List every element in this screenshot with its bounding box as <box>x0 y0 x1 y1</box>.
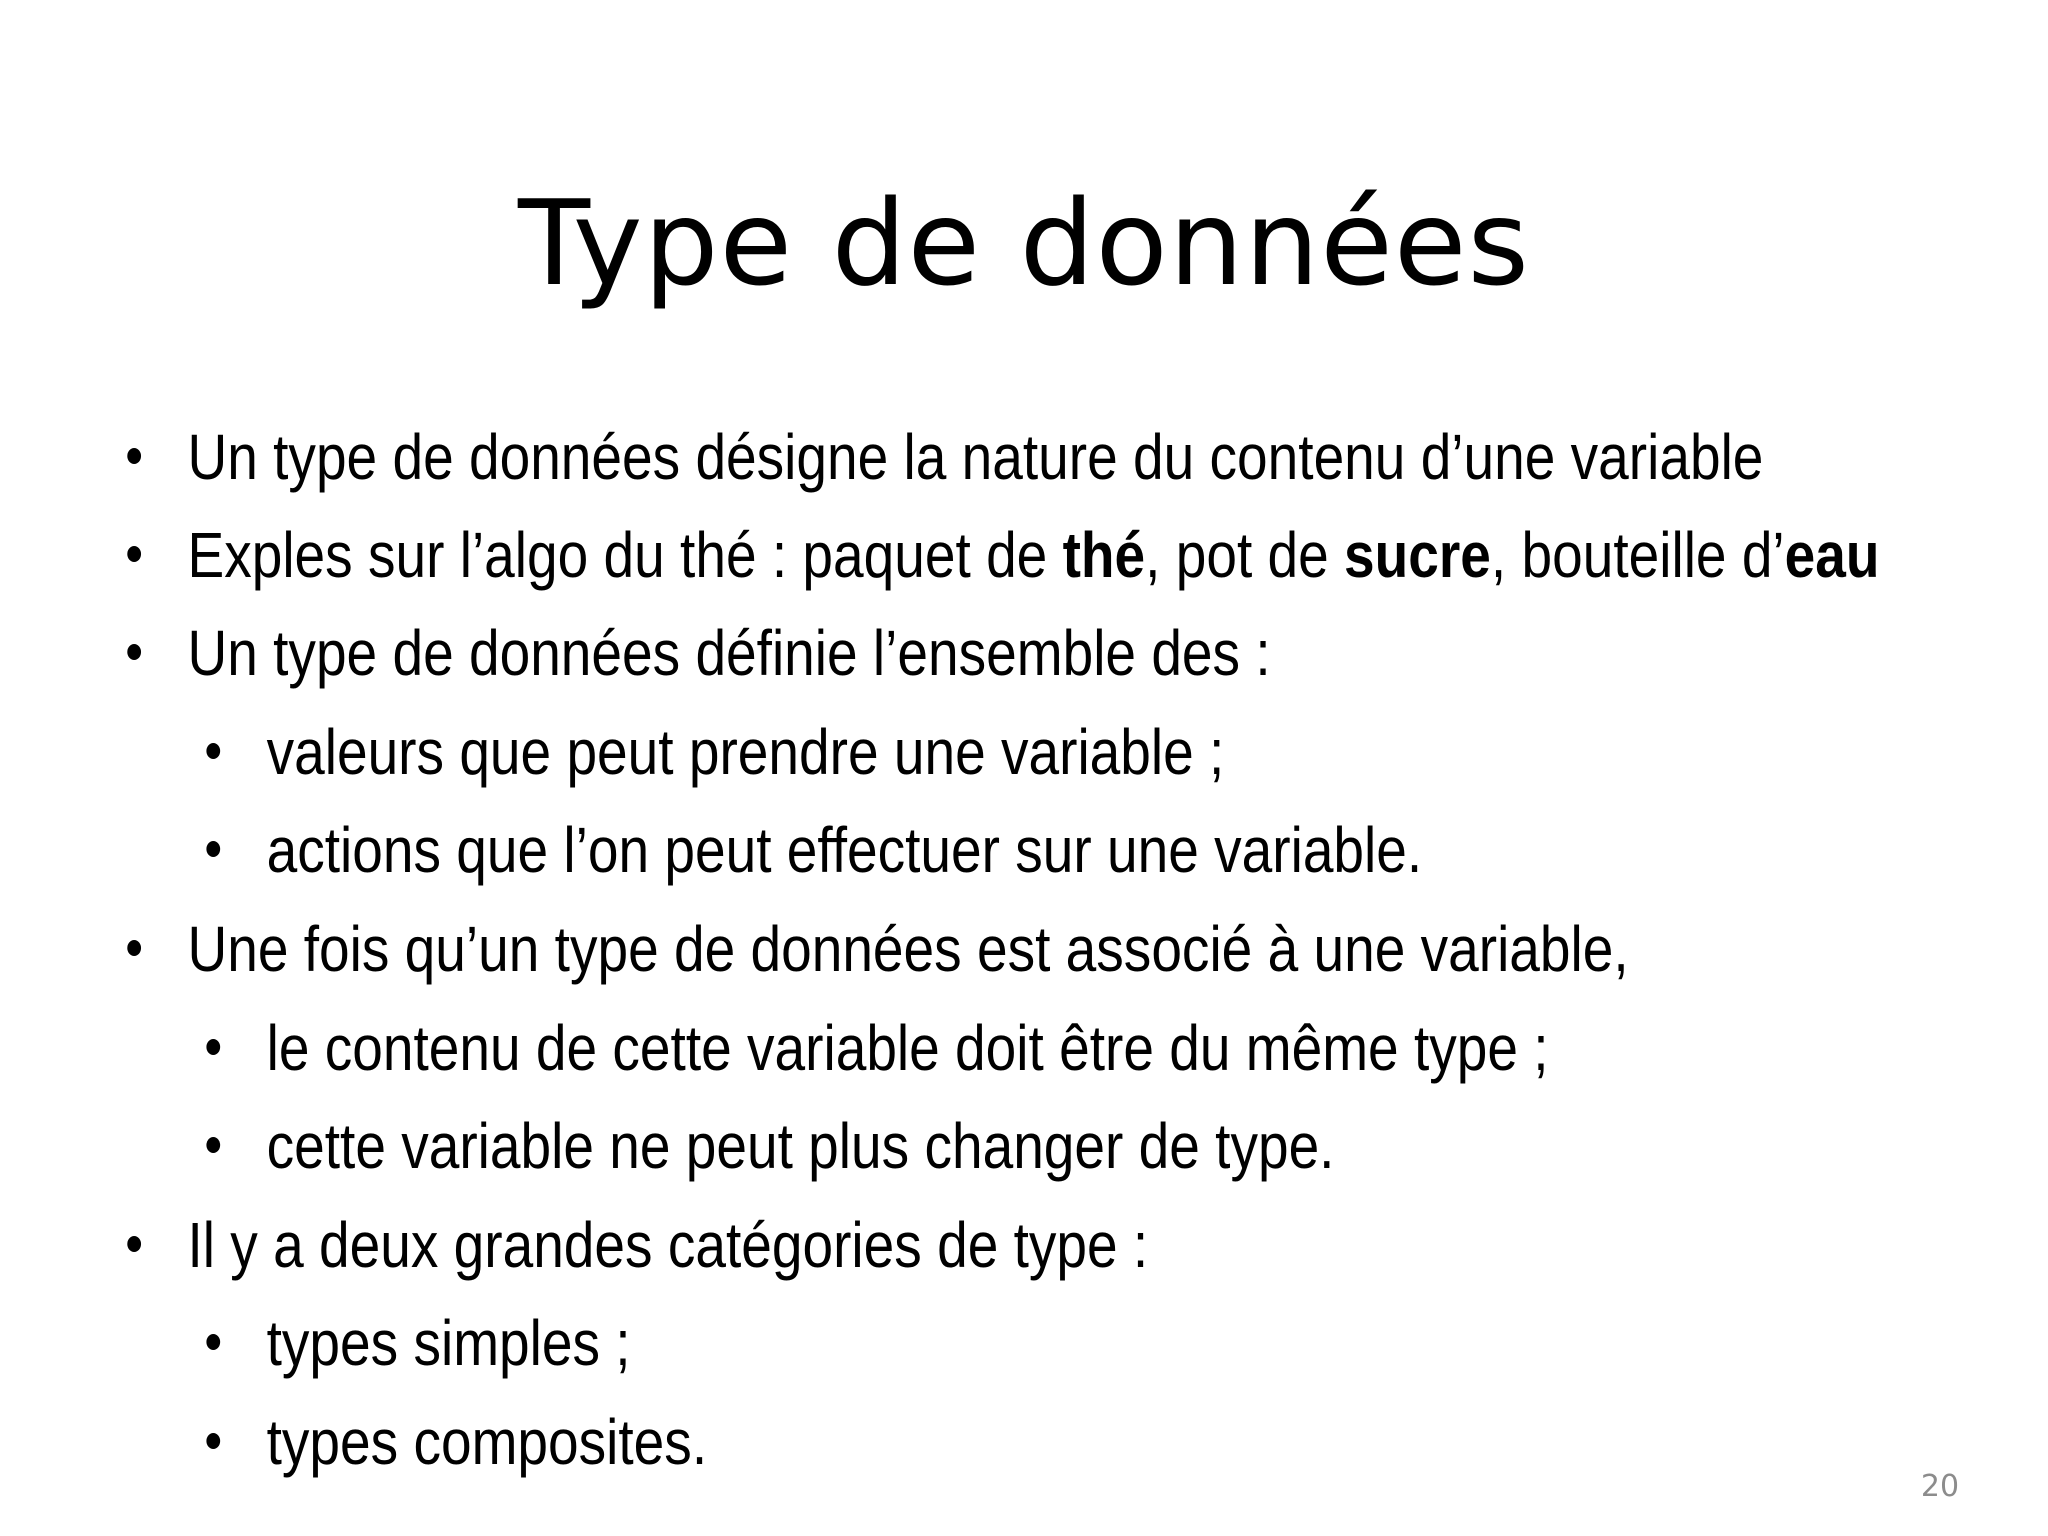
bullet-dot-icon <box>127 940 141 956</box>
bullet-text: valeurs que peut prendre une variable ; <box>266 716 1225 788</box>
bullet-dot-icon <box>127 448 141 464</box>
bullet-text: Un type de données désigne la nature du contenu d’une variable <box>187 421 1764 493</box>
bullet-dot-icon <box>127 546 141 562</box>
bullet-text-segment: Exples sur l’algo du thé : paquet de <box>187 519 1063 591</box>
bullet-dot-icon <box>206 743 220 759</box>
bullet-dot-icon <box>206 1433 220 1449</box>
bullet-text: Il y a deux grandes catégories de type : <box>187 1209 1149 1281</box>
bullet-dot-icon <box>206 1334 220 1350</box>
bullet-text <box>187 510 1879 600</box>
bold-word-eau: eau <box>1784 519 1880 591</box>
bullet-dot-icon <box>127 644 141 660</box>
bold-word-sucre: sucre <box>1344 519 1491 591</box>
bullet-dot-icon <box>127 1236 141 1252</box>
page-number: 20 <box>1920 1469 1960 1504</box>
bold-word-the: thé <box>1062 519 1146 591</box>
sub-bullet-item-4 <box>0 1101 1761 1191</box>
bullet-item-5 <box>0 1200 1761 1290</box>
bullet-item-4 <box>0 904 1761 994</box>
bullet-item-3 <box>0 608 1761 698</box>
bullet-item-2 <box>0 510 1880 600</box>
sub-bullet-item-3 <box>0 1003 1761 1093</box>
bullet-text: cette variable ne peut plus changer de type. <box>266 1110 1335 1182</box>
sub-bullet-item-2 <box>0 805 1761 895</box>
bullet-dot-icon <box>206 1137 220 1153</box>
bullet-text: Un type de données définie l’ensemble des : <box>187 617 1271 689</box>
bullet-dot-icon <box>206 1039 220 1055</box>
sub-bullet-item-6 <box>0 1397 1761 1487</box>
sub-bullet-item-5 <box>0 1298 1761 1388</box>
slide-title: Type de données <box>518 174 1530 312</box>
bullet-text: Une fois qu’un type de données est associé à une variable, <box>187 913 1629 985</box>
bullet-text: actions que l’on peut effectuer sur une variable. <box>266 814 1423 886</box>
bullet-dot-icon <box>206 841 220 857</box>
bullet-text-segment: , bouteille d’ <box>1490 519 1785 591</box>
bullet-item-1 <box>0 412 1764 502</box>
bullet-text: types composites. <box>266 1406 708 1478</box>
bullet-text-segment: , pot de <box>1145 519 1345 591</box>
bullet-text: le contenu de cette variable doit être du même type ; <box>266 1012 1549 1084</box>
sub-bullet-item-1 <box>0 707 1761 797</box>
bullet-text: types simples ; <box>266 1307 631 1379</box>
